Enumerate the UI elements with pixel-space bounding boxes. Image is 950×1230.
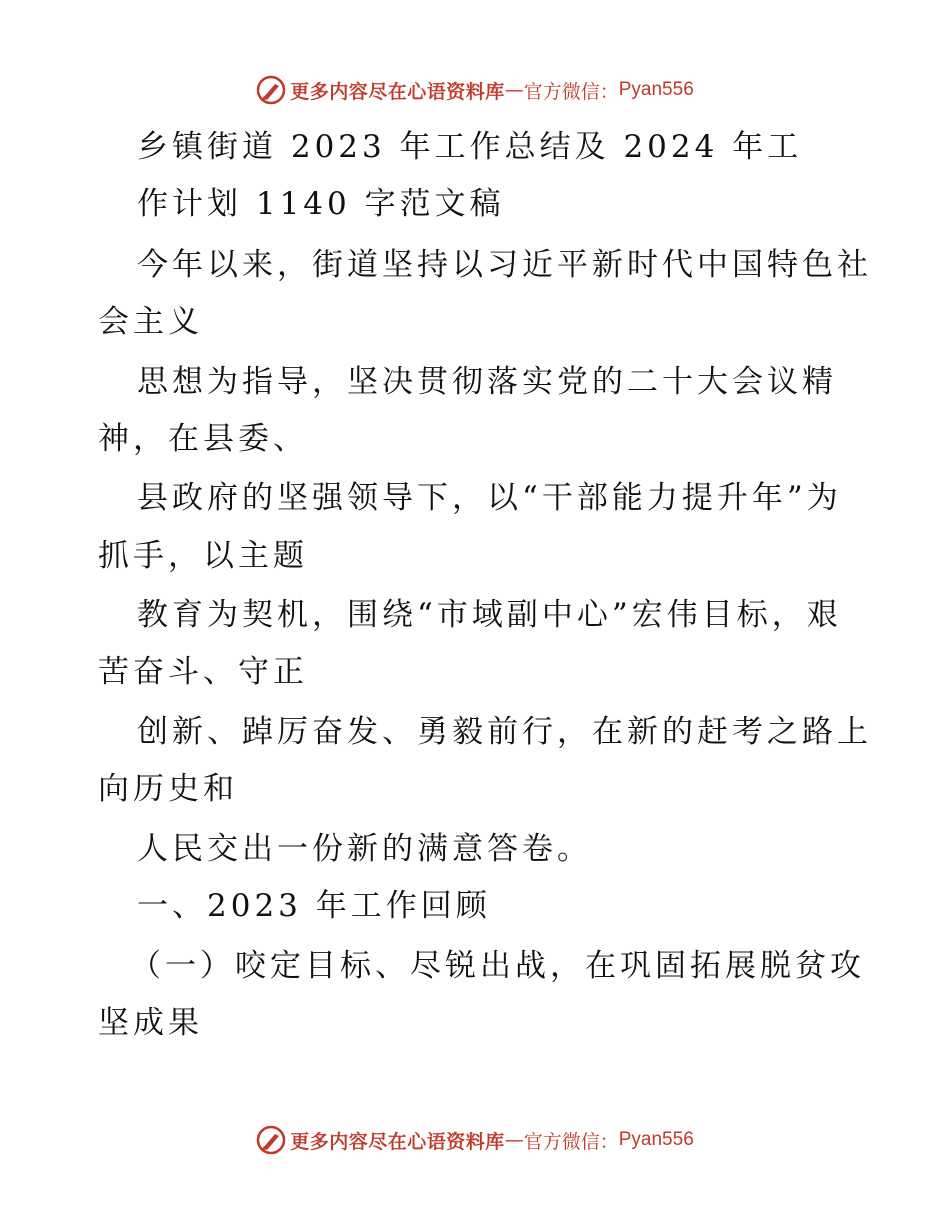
paragraph-line: 思想为指导，坚决贯彻落实党的二十大会议精 [137,364,837,400]
subsection-heading-line: 坚成果 [98,1005,203,1041]
paragraph-line: 人民交出一份新的满意答卷。 [137,831,592,867]
pen-logo-icon [256,75,286,105]
watermark-text: 更多内容尽在心语资料库 [290,1130,505,1153]
watermark-wechat-label: 官方微信： [523,80,619,103]
pen-logo-icon [256,1125,286,1155]
paragraph-line: 会主义 [98,304,203,340]
paragraph-line: 县政府的坚强领导下，以“干部能力提升年”为 [137,480,842,516]
paragraph-line: 创新、踔厉奋发、勇毅前行，在新的赶考之路上 [137,714,872,750]
document-title-line-2: 作计划 1140 字范文稿 [137,186,505,222]
watermark-banner-bottom [0,1120,950,1160]
paragraph-line: 向历史和 [98,771,238,807]
section-heading: 一、2023 年工作回顾 [137,888,491,924]
watermark-dash: — [504,1129,524,1151]
paragraph-line: 神，在县委、 [98,421,308,457]
paragraph-line: 今年以来，街道坚持以习近平新时代中国特色社 [137,247,872,283]
watermark-banner-top [0,70,950,110]
paragraph-line: 教育为契机，围绕“市域副中心”宏伟目标，艰 [137,597,842,633]
watermark-text: 更多内容尽在心语资料库 [290,80,505,103]
watermark-dash: — [504,79,524,101]
watermark-wechat-label: 官方微信： [523,1130,619,1153]
document-title-line-1: 乡镇街道 2023 年工作总结及 2024 年工 [137,129,803,165]
subsection-heading-line: （一）咬定目标、尽锐出战，在巩固拓展脱贫攻 [130,948,865,984]
watermark-wechat-id: Pyan556 [618,1129,694,1150]
watermark-wechat-id: Pyan556 [618,79,694,100]
paragraph-line: 抓手，以主题 [98,538,308,574]
paragraph-line: 苦奋斗、守正 [98,654,308,690]
